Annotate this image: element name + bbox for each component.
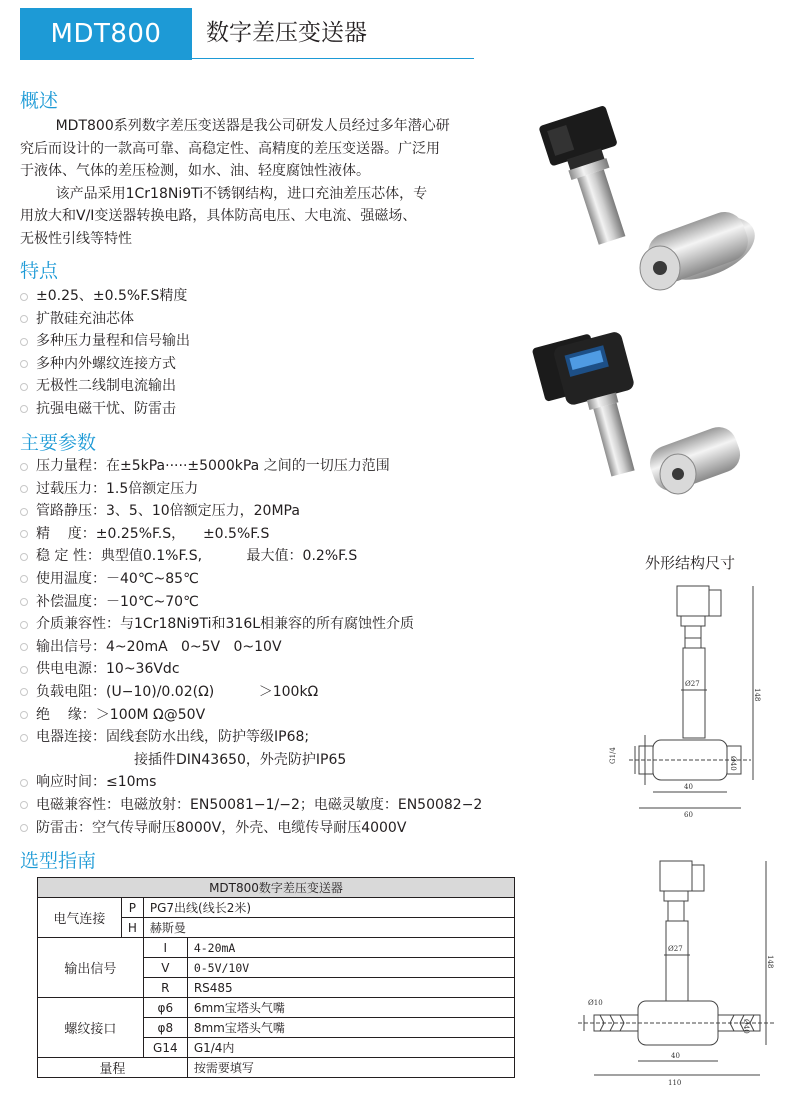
code-cell: I <box>143 938 187 958</box>
feature-list <box>18 285 190 421</box>
code-cell: H <box>121 918 143 938</box>
range-desc: 按需要填写 <box>187 1058 514 1078</box>
param-item: 介质兼容性：与1Cr18Ni9Ti和316L相兼容的所有腐蚀性介质 <box>18 613 482 636</box>
dimension-drawing-2 <box>570 855 785 1095</box>
code-cell: G14 <box>143 1038 187 1058</box>
param-item: 响应时间：≤10ms <box>18 771 482 794</box>
param-item-continuation: 接插件DIN43650，外壳防护IP65 <box>134 751 347 768</box>
desc-cell: 6mm宝塔头气嘴 <box>187 998 514 1018</box>
feature-item: 抗强电磁干忧、防雷击 <box>18 398 190 421</box>
param-item: 管路静压：3、5、10倍额定压力，20MPa <box>18 500 482 523</box>
page-title: 数字差压变送器 <box>206 20 367 46</box>
selection-table <box>37 877 515 1078</box>
table-row <box>38 938 515 958</box>
desc-cell: G1/4内 <box>187 1038 514 1058</box>
feature-item: 无极性二线制电流输出 <box>18 375 190 398</box>
section-heading-overview: 概述 <box>20 90 59 112</box>
overview-paragraph <box>20 115 512 250</box>
drawing1-thread-label: G1/4 <box>609 747 617 764</box>
code-cell: φ6 <box>143 998 187 1018</box>
param-item: 负载电阻：(U−10)/0.02(Ω) ＞100kΩ <box>18 681 482 704</box>
product-photo-hirschmann <box>520 100 780 300</box>
desc-cell: 4-20mA <box>187 938 514 958</box>
product-photo-display <box>530 318 770 518</box>
title-underline <box>192 58 474 59</box>
model-badge: MDT800 <box>20 8 192 60</box>
table-row <box>38 1058 515 1078</box>
overview-line: 究后而设计的一款高可靠、高稳定性、高精度的差压变送器。广泛用 <box>20 140 440 157</box>
param-item: 输出信号：4~20mA 0~5V 0~10V <box>18 636 482 659</box>
drawing2-height-label: 148 <box>766 955 774 969</box>
section-heading-params: 主要参数 <box>20 432 97 454</box>
drawing1-w1-label: 40 <box>684 783 693 791</box>
code-cell: φ8 <box>143 1018 187 1038</box>
param-item: 使用温度：－40℃~85℃ <box>18 568 482 591</box>
overview-line: MDT800系列数字差压变送器是我公司研发人员经过多年潜心研 <box>20 118 450 134</box>
feature-item: 扩散硅充油芯体 <box>18 308 190 331</box>
selection-table-title: MDT800数字差压变送器 <box>38 878 515 898</box>
output-group-label: 输出信号 <box>38 938 144 998</box>
param-item: 供电电源：10~36Vdc <box>18 658 482 681</box>
code-cell: V <box>143 958 187 978</box>
desc-cell: 赫斯曼 <box>143 918 514 938</box>
param-item: 压力量程：在±5kPa·····±5000kPa 之间的一切压力范围 <box>18 455 482 478</box>
desc-cell: 0-5V/10V <box>187 958 514 978</box>
section-heading-features: 特点 <box>20 260 59 282</box>
drawing2-side-label: Ø40 <box>742 1019 750 1034</box>
param-item: 电器连接：固线套防水出线，防护等级IP68; <box>18 726 482 749</box>
thread-group-label: 螺纹接口 <box>38 998 144 1058</box>
overview-line: 用放大和V/I变送器转换电路，具体防高电压、大电流、强磁场、 <box>20 208 417 224</box>
dimension-caption: 外形结构尺寸 <box>645 554 736 572</box>
feature-item: ±0.25、±0.5%F.S精度 <box>18 285 190 308</box>
feature-item: 多种压力量程和信号输出 <box>18 330 190 353</box>
dimension-drawing-1 <box>609 580 765 825</box>
overview-line: 该产品采用1Cr18Ni9Ti不锈钢结构，进口充油差压芯体，专 <box>20 185 428 202</box>
code-cell: R <box>143 978 187 998</box>
drawing2-dia-label: Ø27 <box>668 945 683 953</box>
desc-cell: RS485 <box>187 978 514 998</box>
desc-cell: PG7出线(线长2米) <box>143 898 514 918</box>
param-item: 过载压力：1.5倍额定压力 <box>18 478 482 501</box>
param-list <box>18 455 482 839</box>
code-cell: P <box>121 898 143 918</box>
range-label: 量程 <box>38 1058 188 1078</box>
drawing1-dia-label: Ø27 <box>685 680 700 688</box>
drawing1-height-label: 148 <box>753 688 761 702</box>
param-item: 绝 缘：＞100M Ω@50V <box>18 704 482 727</box>
drawing2-w2-label: 110 <box>668 1079 682 1087</box>
drawing2-nozzle-label: Ø10 <box>588 999 603 1007</box>
elec-group-label: 电气连接 <box>38 898 122 938</box>
desc-cell: 8mm宝塔头气嘴 <box>187 1018 514 1038</box>
param-item: 电磁兼容性：电磁放射：EN50081−1/−2；电磁灵敏度：EN50082−2 <box>18 794 482 817</box>
drawing1-w2-label: 60 <box>684 811 693 819</box>
param-item: 补偿温度：－10℃~70℃ <box>18 591 482 614</box>
param-item: 精 度：±0.25%F.S， ±0.5%F.S <box>18 523 482 546</box>
param-item: 防雷击：空气传导耐压8000V，外壳、电缆传导耐压4000V <box>18 817 482 840</box>
drawing1-side-label: Ø40 <box>729 756 737 771</box>
overview-line: 于液体、气体的差压检测，如水、油、轻度腐蚀性液体。 <box>20 163 370 179</box>
drawing2-w1-label: 40 <box>671 1052 680 1060</box>
overview-line: 无极性引线等特性 <box>20 230 132 247</box>
feature-item: 多种内外螺纹连接方式 <box>18 353 190 376</box>
table-row <box>38 898 515 918</box>
section-heading-selection: 选型指南 <box>20 850 97 872</box>
table-row <box>38 998 515 1018</box>
param-item: 稳 定 性：典型值0.1%F.S, 最大值：0.2%F.S <box>18 545 482 568</box>
